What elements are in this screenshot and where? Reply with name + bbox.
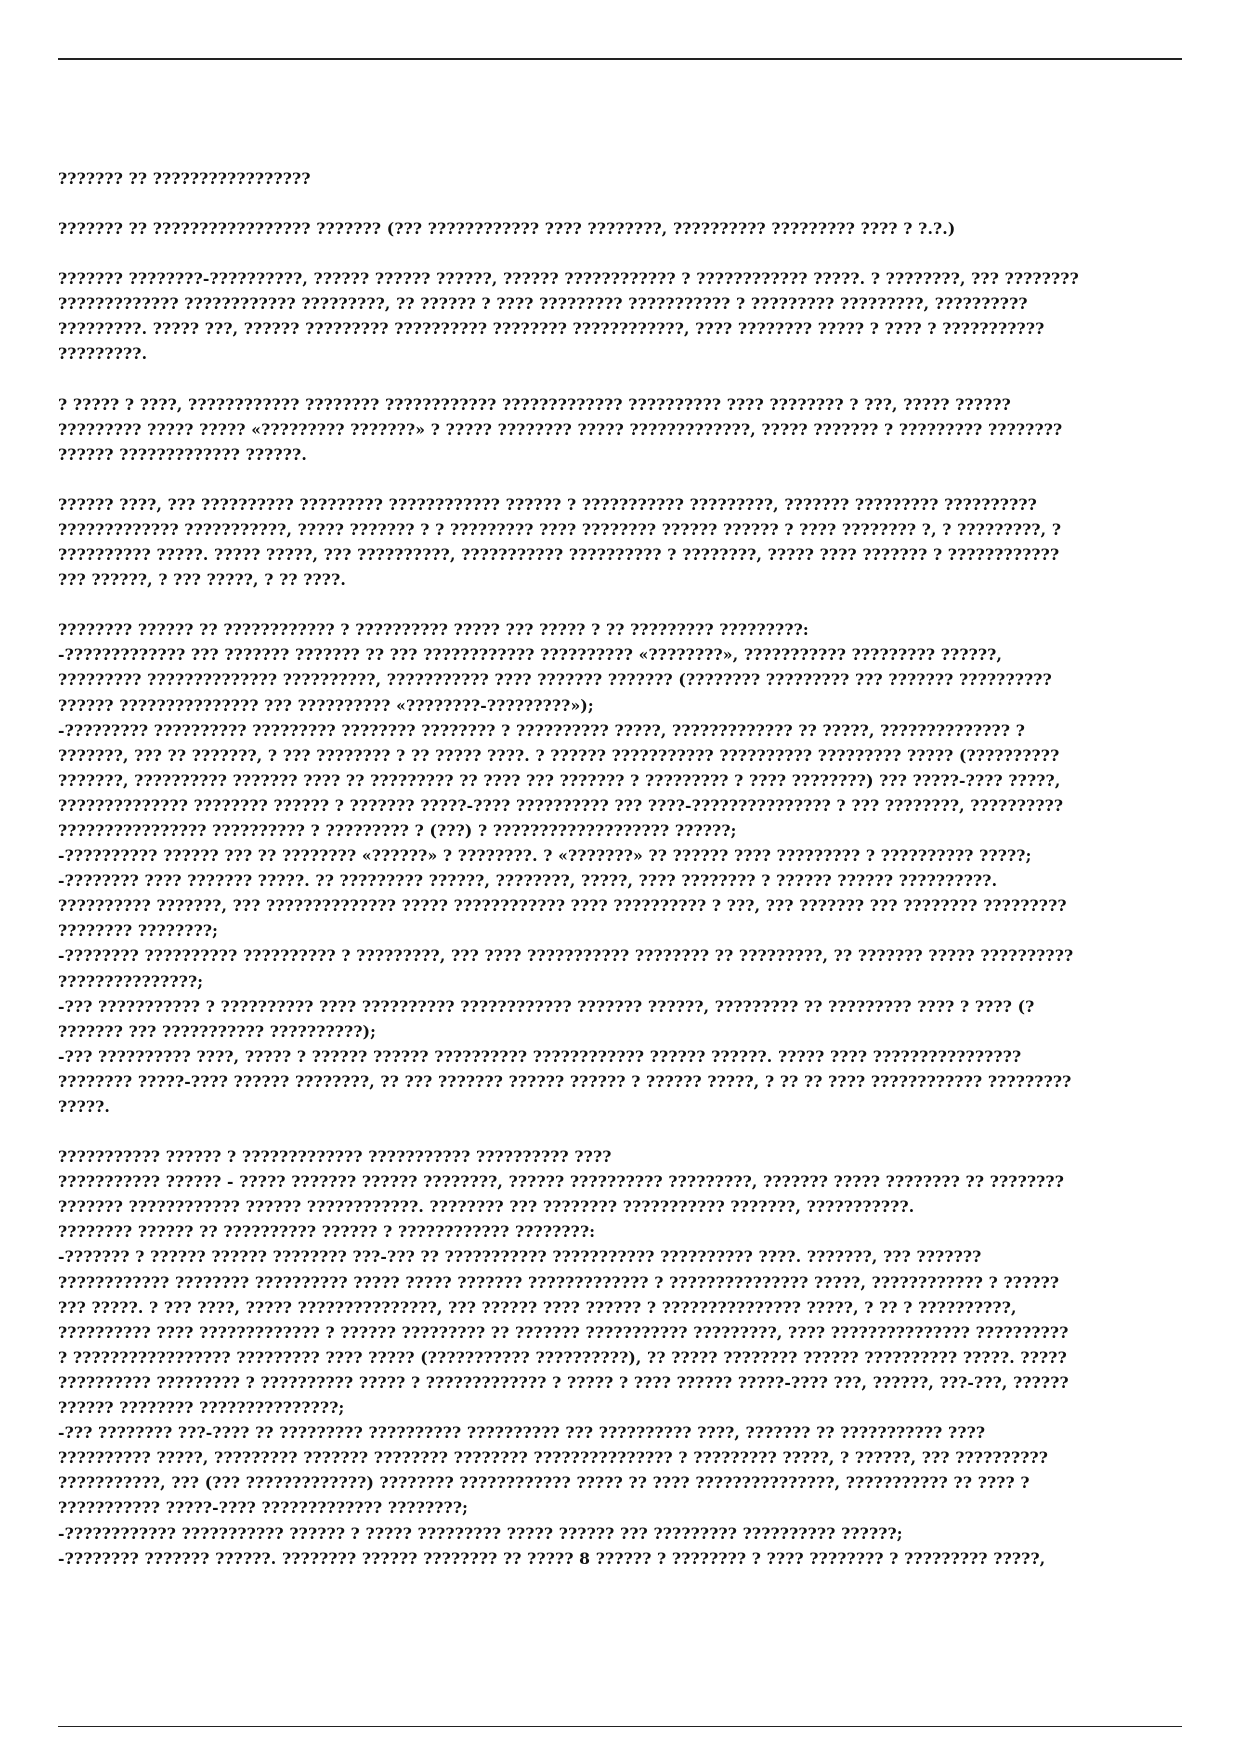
list-intro: ???????? ?????? ?? ?????????? ?????? ? ???????????? ????????:	[58, 1222, 596, 1242]
list-item: -??? ?????????? ????, ????? ? ?????? ?????? ?????????? ???????????? ?????? ??????. ????? ???? ???????????????? ???????? ?????-???? ?????? ????????, ?? ??? ??????? ?????? ?????? ? ?????? ?????, ? ?? ?? ???? ???????????? ????????? ?????.	[58, 1046, 1072, 1116]
paragraph: ?????? ????, ??? ?????????? ????????? ???????????? ?????? ? ??????????? ?????????, ??????? ????????? ?????????? ????????????? ???????????, ????? ??????? ? ? ????????? ???? ???????? ?????? ?????? ? ???? ???????? ?, ? ?????????, ? ?????????? ?????. ????? ?????, ??? ??????????, ??????????? ?????????? ? ????????, ????? ???? ??????? ? ???????????? ??? ??????, ? ??? ?????, ? ?? ????.	[58, 494, 1062, 590]
section-heading: ??????????? ?????? ? ????????????? ??????????? ?????????? ????	[58, 1147, 612, 1167]
footer-rule	[58, 1726, 1182, 1727]
list-item: -????????? ?????????? ????????? ???????? ???????? ? ?????????? ?????, ????????????? ?? ?????, ?????????????? ? ???????, ??? ?? ???????, ? ??? ???????? ? ?? ????? ????. ? ?????? ??????????? ?????????? ????????? ????? (?????????? ???????, ?????????? ??????? ???? ?? ????????? ?? ???? ??? ??????? ? ????????? ? ???? ????????) ??? ?????-???? ?????, ?????????????? ???????? ?????? ? ??????? ?????-???? ?????????? ??? ????-??????????????? ? ??? ????????, ?????????? ???????????????? ?????????? ? ????????? ? (???) ? ??????????????????? ??????;	[58, 720, 1064, 840]
paragraph: ??????? ????????-??????????, ?????? ?????? ??????, ?????? ???????????? ? ???????????? ?????. ? ????????, ??? ???????? ????????????? ???????????? ?????????, ?? ?????? ? ???? ????????? ??????????? ? ????????? ?????????, ?????????? ?????????. ????? ???, ?????? ????????? ?????????? ???????? ????????????, ???? ???????? ????? ? ???? ? ??????????? ?????????.	[58, 269, 1079, 364]
paragraph: ? ????? ? ????, ???????????? ???????? ???????????? ????????????? ?????????? ???? ???????? ? ???, ????? ?????? ????????? ????? ????? «????????? ???????» ? ????? ???????? ????? ?????????????, ????? ??????? ? ????????? ???????? ?????? ????????????? ??????.	[58, 394, 1063, 464]
document-subtitle: ??????? ?? ????????????????? ??????? (??? ???????????? ???? ????????, ?????????? ????????? ???? ? ?.?.)	[58, 219, 956, 239]
list-item: -????????????? ??? ??????? ??????? ?? ??? ???????????? ?????????? «????????», ??????????? ????????? ??????, ????????? ?????????????? ??????????, ??????????? ???? ??????? ??????? (???????? ????????? ??? ??????? ?????????? ?????? ??????????????? ??? ?????????? «????????-?????????»);	[58, 645, 1052, 715]
list-item: -???????????? ??????????? ?????? ? ????? ????????? ????? ?????? ??? ????????? ?????????? ??????;	[58, 1523, 903, 1543]
document-title: ??????? ?? ?????????????????	[58, 169, 311, 188]
header-rule	[58, 58, 1182, 60]
list-section-1	[58, 617, 1182, 1119]
list-item: -??????? ? ?????? ?????? ???????? ???-??? ?? ??????????? ??????????? ?????????? ????. ???????, ??? ??????? ???????????? ???????? ?????????? ????? ????? ??????? ????????????? ? ??????????????? ?????, ???????????? ? ?????? ??? ?????. ? ??? ????, ????? ???????????????, ??? ?????? ???? ?????? ? ??????????????? ?????, ? ?? ? ??????????, ?????????? ???? ????????????? ? ?????? ????????? ?? ??????? ??????????? ?????????, ???? ??????????????? ?????????? ? ????????????????? ????????? ???? ????? (??????????? ??????????), ?? ????? ???????? ?????? ?????????? ?????. ????? ?????????? ????????? ? ?????????? ????? ? ????????????? ? ????? ? ???? ?????? ?????-???? ???, ??????, ???-???, ?????? ?????? ???????? ???????????????;	[58, 1247, 1069, 1418]
list-item: -?????????? ?????? ??? ?? ???????? «??????» ? ????????. ? «???????» ?? ?????? ???? ????????? ? ?????????? ?????;	[58, 846, 1032, 866]
list-intro: ???????? ?????? ?? ???????????? ? ?????????? ????? ??? ????? ? ?? ????????? ?????????:	[58, 620, 809, 640]
list-item: -???????? ?????????? ?????????? ? ?????????, ??? ???? ??????????? ???????? ?? ?????????, ?? ??????? ????? ?????????? ???????????????;	[58, 946, 1074, 991]
list-item: -???????? ??????? ??????. ???????? ?????? ???????? ?? ????? 8 ?????? ? ???????? ? ???? ???????? ? ????????? ?????,	[58, 1548, 1046, 1568]
list-item: -??? ???????? ???-???? ?? ????????? ?????????? ?????????? ??? ?????????? ????, ??????? ?? ??????????? ???? ?????????? ?????, ????????? ??????? ???????? ???????? ??????????????? ? ????????? ?????, ? ??????, ??? ?????????? ???????????, ??? (??? ?????????????) ???????? ???????????? ????? ?? ???? ???????????????, ??????????? ?? ???? ? ??????????? ?????-???? ????????????? ????????;	[58, 1423, 1049, 1518]
document-body	[58, 166, 1182, 1596]
section-paragraph: ??????????? ?????? - ????? ??????? ?????? ????????, ?????? ?????????? ?????????, ??????? ????? ???????? ?? ???????? ??????? ???????????? ?????? ????????????. ???????? ??? ???????? ??????????? ???????, ???????????.	[58, 1172, 1065, 1217]
list-item: -??? ??????????? ? ?????????? ???? ?????????? ???????????? ??????? ??????, ????????? ?? ????????? ???? ? ???? (? ??????? ??? ??????????? ??????????);	[58, 996, 1035, 1041]
list-section-2	[58, 1144, 1182, 1571]
list-item: -???????? ???? ??????? ?????. ?? ????????? ??????, ????????, ?????, ???? ???????? ? ?????? ?????? ??????????. ?????????? ???????, ??? ?????????????? ????? ???????????? ???? ?????????? ? ???, ??? ??????? ??? ???????? ????????? ???????? ????????;	[58, 871, 1067, 941]
